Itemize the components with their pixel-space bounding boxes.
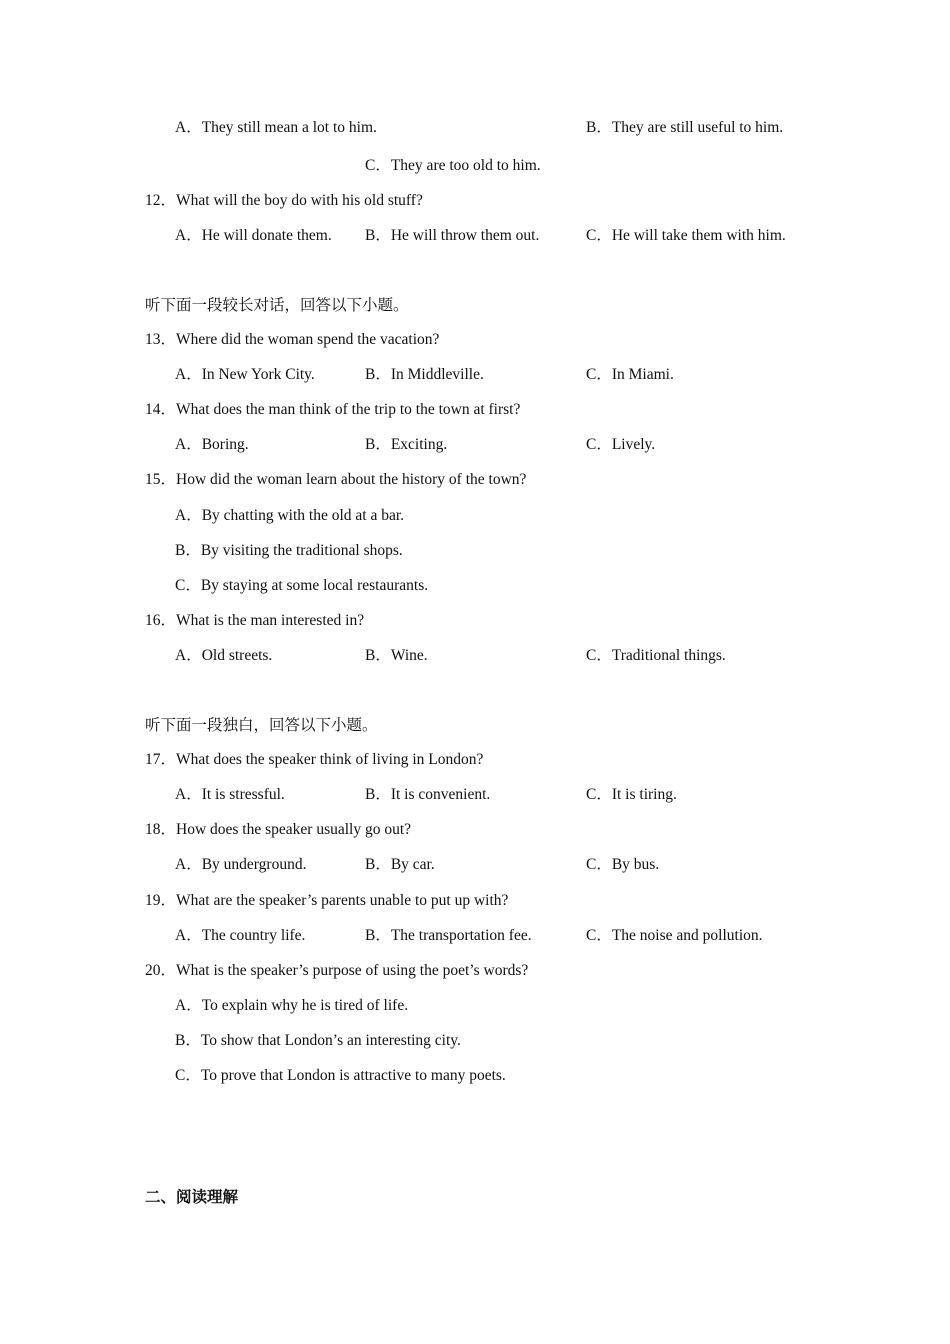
- q15-text: 15．How did the woman learn about the history of the town?: [145, 471, 527, 488]
- q11-option-a: A．They still mean a lot to him.: [175, 119, 377, 136]
- q20-option-c: C．To prove that London is attractive to many poets.: [175, 1067, 506, 1084]
- q19-option-a: A．The country life.: [175, 927, 306, 944]
- q17-option-a: A．It is stressful.: [175, 786, 285, 803]
- section-dialogue-heading: 听下面一段较长对话，回答以下小题。: [145, 297, 409, 314]
- q12-option-c: C．He will take them with him.: [586, 227, 786, 244]
- q15-option-c: C．By staying at some local restaurants.: [175, 577, 429, 594]
- q14-option-b: B．Exciting.: [365, 436, 448, 453]
- q18-text: 18．How does the speaker usually go out?: [145, 821, 412, 838]
- q13-option-a: A．In New York City.: [175, 366, 315, 383]
- q18-option-a: A．By underground.: [175, 856, 307, 873]
- q12-option-b: B．He will throw them out.: [365, 227, 540, 244]
- q14-option-a: A．Boring.: [175, 436, 249, 453]
- q16-option-a: A．Old streets.: [175, 647, 273, 664]
- q14-option-c: C．Lively.: [586, 436, 656, 453]
- q20-option-b: B．To show that London’s an interesting city.: [175, 1032, 461, 1049]
- part-two-title: 二、阅读理解: [145, 1188, 239, 1206]
- q17-option-c: C．It is tiring.: [586, 786, 677, 803]
- q13-text: 13．Where did the woman spend the vacation?: [145, 331, 440, 348]
- q13-option-c: C．In Miami.: [586, 366, 674, 383]
- q16-option-b: B．Wine.: [365, 647, 428, 664]
- q18-option-c: C．By bus.: [586, 856, 660, 873]
- q12-option-a: A．He will donate them.: [175, 227, 332, 244]
- q16-text: 16．What is the man interested in?: [145, 612, 365, 629]
- q15-option-a: A．By chatting with the old at a bar.: [175, 507, 405, 524]
- q18-option-b: B．By car.: [365, 856, 435, 873]
- q15-option-b: B．By visiting the traditional shops.: [175, 542, 403, 559]
- q13-option-b: B．In Middleville.: [365, 366, 484, 383]
- q17-text: 17．What does the speaker think of living in London?: [145, 751, 484, 768]
- q20-text: 20．What is the speaker’s purpose of using the poet’s words?: [145, 962, 529, 979]
- q16-option-c: C．Traditional things.: [586, 647, 726, 664]
- q17-option-b: B．It is convenient.: [365, 786, 491, 803]
- q14-text: 14．What does the man think of the trip to the town at first?: [145, 401, 521, 418]
- q11-option-b: B．They are still useful to him.: [586, 119, 784, 136]
- q12-text: 12．What will the boy do with his old stuff?: [145, 192, 423, 209]
- q19-option-b: B．The transportation fee.: [365, 927, 532, 944]
- q20-option-a: A．To explain why he is tired of life.: [175, 997, 409, 1014]
- q19-text: 19．What are the speaker’s parents unable to put up with?: [145, 892, 509, 909]
- q19-option-c: C．The noise and pollution.: [586, 927, 763, 944]
- q11-option-c: C．They are too old to him.: [365, 157, 541, 174]
- section-monologue-heading: 听下面一段独白，回答以下小题。: [145, 717, 378, 734]
